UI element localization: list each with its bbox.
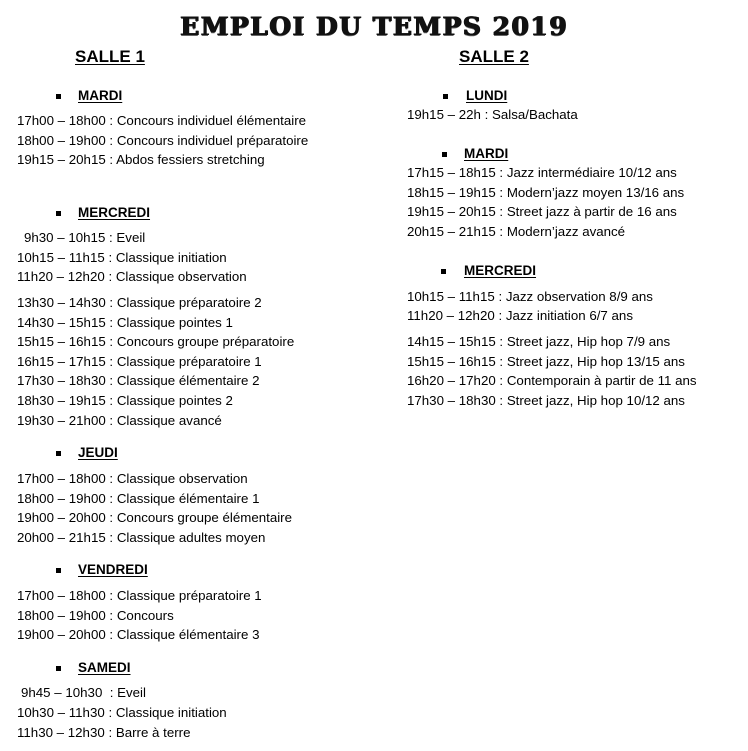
day-heading-lundi: LUNDI [466, 88, 508, 103]
bullet-icon [443, 94, 448, 99]
day-heading-jeudi: JEUDI [78, 445, 118, 460]
schedule-line: 10h15 – 11h15 : Classique initiation [17, 250, 227, 265]
schedule-line: 19h00 – 20h00 : Concours groupe élémentaire [17, 510, 292, 525]
day-heading-mercredi: MERCREDI [78, 205, 151, 220]
day-heading-vendredi: VENDREDI [78, 562, 148, 577]
schedule-line: 17h30 – 18h30 : Street jazz, Hip hop 10/12 ans [407, 393, 685, 408]
salle-2-heading: SALLE 2 [459, 47, 529, 66]
schedule-line: 18h00 – 19h00 : Classique élémentaire 1 [17, 491, 260, 506]
day-heading-samedi: SAMEDI [78, 660, 131, 675]
schedule-line: 11h20 – 12h20 : Classique observation [17, 269, 247, 284]
schedule-line: 20h00 – 21h15 : Classique adultes moyen [17, 530, 266, 545]
schedule-line: 14h30 – 15h15 : Classique pointes 1 [17, 315, 233, 330]
schedule-line: 11h20 – 12h20 : Jazz initiation 6/7 ans [407, 308, 633, 323]
schedule-line: 10h30 – 11h30 : Classique initiation [17, 705, 227, 720]
bullet-icon [442, 152, 447, 157]
schedule-line: 10h15 – 11h15 : Jazz observation 8/9 ans [407, 289, 653, 304]
page-title: EMPLOI DU TEMPS 2019 [180, 12, 568, 41]
schedule-line: 14h15 – 15h15 : Street jazz, Hip hop 7/9 ans [407, 334, 671, 349]
day-heading-mercredi: MERCREDI [464, 263, 537, 278]
schedule-line: 17h00 – 18h00 : Classique observation [17, 471, 248, 486]
schedule-line: 17h15 – 18h15 : Jazz intermédiaire 10/12 ans [407, 165, 677, 180]
schedule-line: 17h30 – 18h30 : Classique élémentaire 2 [17, 373, 260, 388]
bullet-icon [441, 269, 446, 274]
schedule-line: 19h15 – 20h15 : Abdos fessiers stretching [17, 152, 265, 167]
bullet-icon [56, 451, 61, 456]
schedule-line: 17h00 – 18h00 : Classique préparatoire 1 [17, 588, 262, 603]
schedule-line: 16h20 – 17h20 : Contemporain à partir de 11 ans [407, 373, 697, 388]
salle-1-heading: SALLE 1 [75, 47, 145, 66]
schedule-line: 18h30 – 19h15 : Classique pointes 2 [17, 393, 233, 408]
schedule-line: 13h30 – 14h30 : Classique préparatoire 2 [17, 295, 262, 310]
schedule-line: 18h00 – 19h00 : Concours [17, 608, 174, 623]
schedule-line: 20h15 – 21h15 : Modern’jazz avancé [407, 224, 626, 239]
schedule-line: 17h00 – 18h00 : Concours individuel élémentaire [17, 113, 307, 128]
schedule-line: 19h00 – 20h00 : Classique élémentaire 3 [17, 627, 260, 642]
day-heading-mardi: MARDI [78, 88, 123, 103]
bullet-icon [56, 666, 61, 671]
schedule-line: 9h30 – 10h15 : Eveil [24, 230, 146, 245]
schedule-line: 18h00 – 19h00 : Concours individuel préparatoire [17, 133, 309, 148]
schedule-line: 9h45 – 10h30 : Eveil [21, 685, 146, 700]
bullet-icon [56, 568, 61, 573]
schedule-line: 19h15 – 22h : Salsa/Bachata [407, 107, 578, 122]
schedule-line: 19h30 – 21h00 : Classique avancé [17, 413, 222, 428]
bullet-icon [56, 211, 61, 216]
schedule-line: 16h15 – 17h15 : Classique préparatoire 1 [17, 354, 262, 369]
bullet-icon [56, 94, 61, 99]
schedule-line: 15h15 – 16h15 : Street jazz, Hip hop 13/15 ans [407, 354, 685, 369]
schedule-line: 15h15 – 16h15 : Concours groupe préparatoire [17, 334, 295, 349]
schedule-line: 19h15 – 20h15 : Street jazz à partir de 16 ans [407, 204, 677, 219]
day-heading-mardi: MARDI [464, 146, 509, 161]
schedule-line: 18h15 – 19h15 : Modern’jazz moyen 13/16 ans [407, 185, 685, 200]
schedule-line: 11h30 – 12h30 : Barre à terre [17, 725, 191, 740]
